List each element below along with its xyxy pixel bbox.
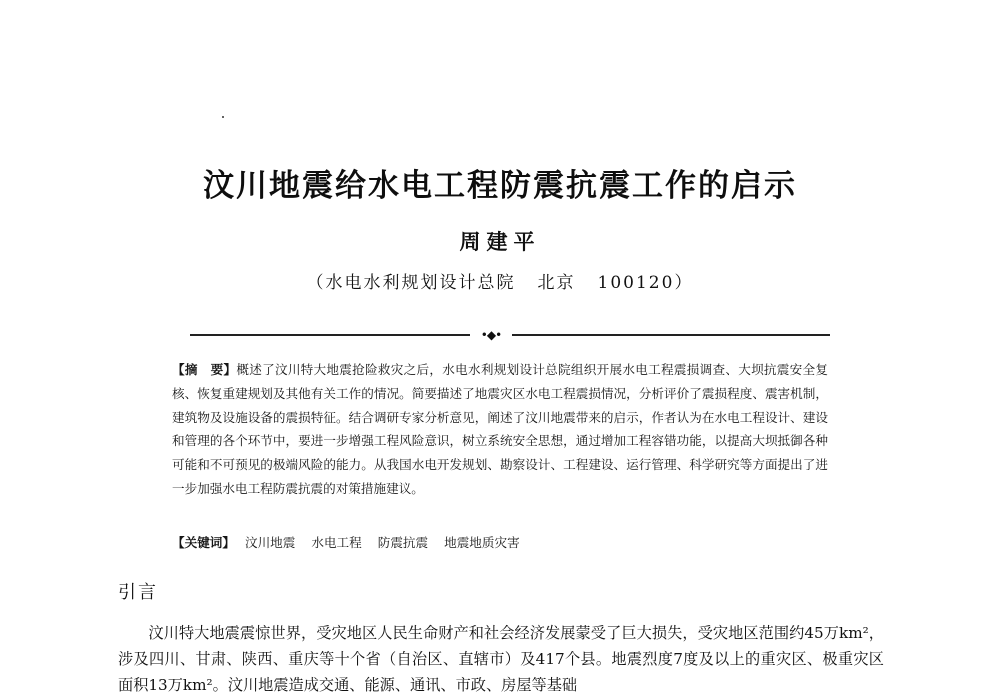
article-title: 汶川地震给水电工程防震抗震工作的启示	[203, 168, 797, 204]
author-affiliation	[0, 268, 1000, 293]
keyword-item: 地震地质灾害	[444, 535, 520, 550]
scan-speck	[222, 116, 224, 118]
section-heading-introduction: 引言	[118, 582, 158, 603]
divider-line-left	[190, 334, 470, 336]
keyword-item: 水电工程	[311, 535, 362, 550]
divider-diamond-icon: •◆•	[480, 328, 502, 342]
ornamental-divider	[190, 329, 830, 341]
author-name: 周建平	[459, 229, 541, 254]
abstract-text: 概述了汶川特大地震抢险救灾之后，水电水利规划设计总院组织开展水电工程震损调查、大坝抗震安全复核、恢复重建规划及其他有关工作的情况。简要描述了地震灾区水电工程震损情况，分析评价了震损程度、震害机制，建筑物及设施设备的震损特征。结合调研专家分析意见，阐述了汶川地震带来的启示，作者认为在水电工程设计、建设和管理的各个环节中，要进一步增强工程风险意识，树立系统安全思想，通过增加工程容错功能，以提高大坝抵御各种可能和不可预见的极端风险的能力。从我国水电开发规划、勘察设计、工程建设、运行管理、科学研究等方面提出了进一步加强水电工程防震抗震的对策措施建议。	[172, 362, 829, 496]
keywords-block	[172, 532, 828, 554]
affiliation-institution: 水电水利规划设计总院	[325, 273, 516, 293]
keyword-item: 防震抗震	[377, 535, 429, 550]
abstract-label: 【摘 要】	[172, 362, 237, 377]
abstract-block	[172, 358, 828, 501]
affiliation-city: 北京	[537, 273, 576, 293]
affiliation-close-paren: ）	[674, 273, 694, 293]
keyword-item: 汶川地震	[244, 535, 296, 550]
keywords-label: 【关键词】	[172, 535, 235, 550]
affiliation-open-paren: （	[306, 273, 326, 293]
affiliation-postcode: 100120	[597, 273, 675, 293]
divider-line-right	[512, 334, 830, 336]
introduction-paragraph: 汶川特大地震震惊世界，受灾地区人民生命财产和社会经济发展蒙受了巨大损失，受灾地区范围约45万km²，涉及四川、甘肃、陕西、重庆等十个省（自治区、直辖市）及417个县。地震烈度7度及以上的重灾区、极重灾区面积13万km²。汶川地震造成交通、能源、通讯、市政、房屋等基础	[118, 624, 884, 694]
